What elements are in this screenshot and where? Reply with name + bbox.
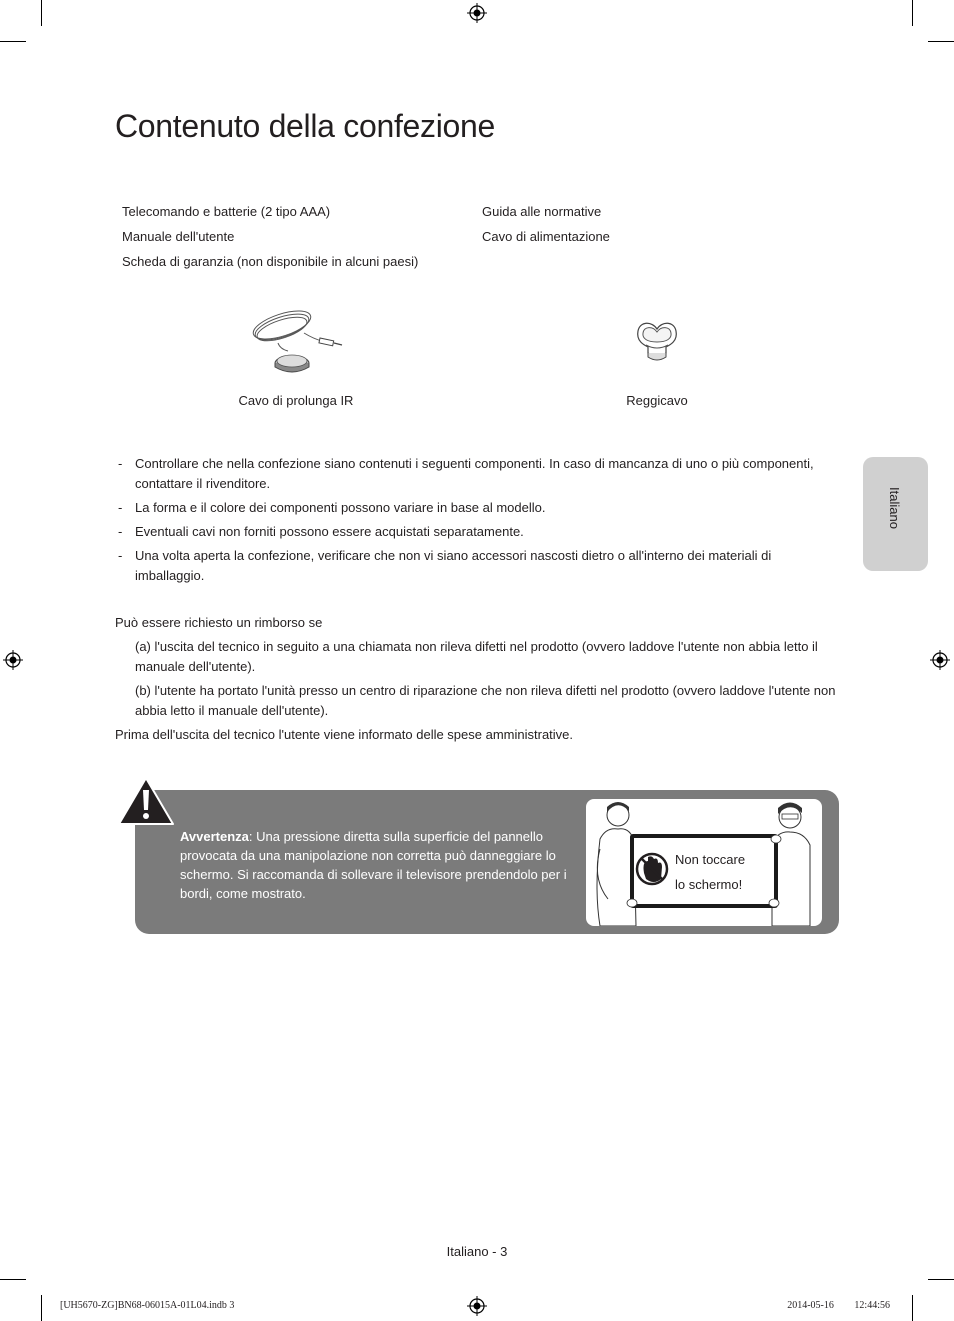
print-timestamp: 2014-05-16 ￿￿ 12:44:56	[787, 1300, 890, 1311]
cable-holder-icon	[634, 319, 680, 363]
side-tab-label: Italiano	[887, 487, 902, 529]
list-item: Guida alle normative	[482, 204, 602, 219]
language-side-tab	[863, 457, 928, 571]
page-title: Contenuto della confezione	[115, 108, 496, 144]
warning-text	[180, 827, 575, 903]
list-item: Scheda di garanzia (non disponibile in alcuni paesi)	[122, 254, 419, 269]
list-item: - Eventuali cavi non forniti possono essere acquistati separatamente.	[115, 522, 835, 542]
refund-item: (a) l'uscita del tecnico in seguito a una chiamata non rileva difetti nel prodotto (ovvero laddove l'utente non abbia letto il manuale dell'utente).	[135, 639, 818, 674]
contents-list-left	[122, 199, 418, 274]
crop-mark	[928, 41, 954, 42]
crop-mark	[0, 1279, 26, 1280]
crop-mark	[41, 0, 42, 26]
crop-mark	[41, 1295, 42, 1321]
list-item: Cavo di alimentazione	[482, 229, 610, 244]
warning-illustration	[586, 799, 822, 926]
crop-mark	[912, 0, 913, 26]
refund-closing: Prima dell'uscita del tecnico l'utente viene informato delle spese amministrative.	[115, 727, 574, 742]
warning-label: Avvertenza	[180, 829, 249, 844]
crop-mark	[928, 1279, 954, 1280]
contents-list-right	[482, 199, 610, 249]
registration-mark-icon	[930, 650, 950, 670]
crop-mark	[0, 41, 26, 42]
print-file-name: [UH5670-ZG]BN68-06015A-01L04.indb 3	[60, 1300, 235, 1311]
page-number: Italiano - 3	[446, 1244, 508, 1259]
warning-triangle-icon	[117, 776, 175, 826]
accessory-caption: Reggicavo	[626, 393, 688, 408]
registration-mark-icon	[3, 650, 23, 670]
accessory-caption: Cavo di prolunga IR	[238, 393, 354, 408]
list-item: - La forma e il colore dei componenti possono variare in base al modello.	[115, 498, 835, 518]
notes-list	[115, 454, 835, 590]
list-item: - Una volta aperta la confezione, verificare che non vi siano accessori nascosti dietro o all'interno dei materiali di imballaggio.	[115, 546, 835, 586]
refund-section	[115, 613, 840, 745]
refund-intro: Può essere richiesto un rimborso se	[115, 615, 323, 630]
sign-line: Non toccare	[675, 852, 746, 867]
crop-mark	[912, 1295, 913, 1321]
warning-body: : Una pressione diretta sulla superficie del pannello provocata da una manipolazione non corretta può danneggiare lo schermo. Si raccomanda di sollevare il televisore prendendolo per i bordi, come mostrato.	[180, 829, 567, 901]
sign-text	[675, 847, 745, 897]
refund-item: (b) l'utente ha portato l'unità presso un centro di riparazione che non rileva difetti nel prodotto (ovvero laddove l'utente non abbia letto il manuale dell'utente).	[135, 683, 836, 718]
list-item: - Controllare che nella confezione siano contenuti i seguenti componenti. In caso di mancanza di uno o più componenti, contattare il rivenditore.	[115, 454, 835, 494]
registration-mark-icon	[467, 1296, 487, 1316]
list-item: Manuale dell'utente	[122, 229, 235, 244]
list-item: Telecomando e batterie (2 tipo AAA)	[122, 204, 331, 219]
sign-line: lo schermo!	[675, 877, 743, 892]
ir-extension-cable-icon	[244, 303, 348, 377]
registration-mark-icon	[467, 3, 487, 23]
